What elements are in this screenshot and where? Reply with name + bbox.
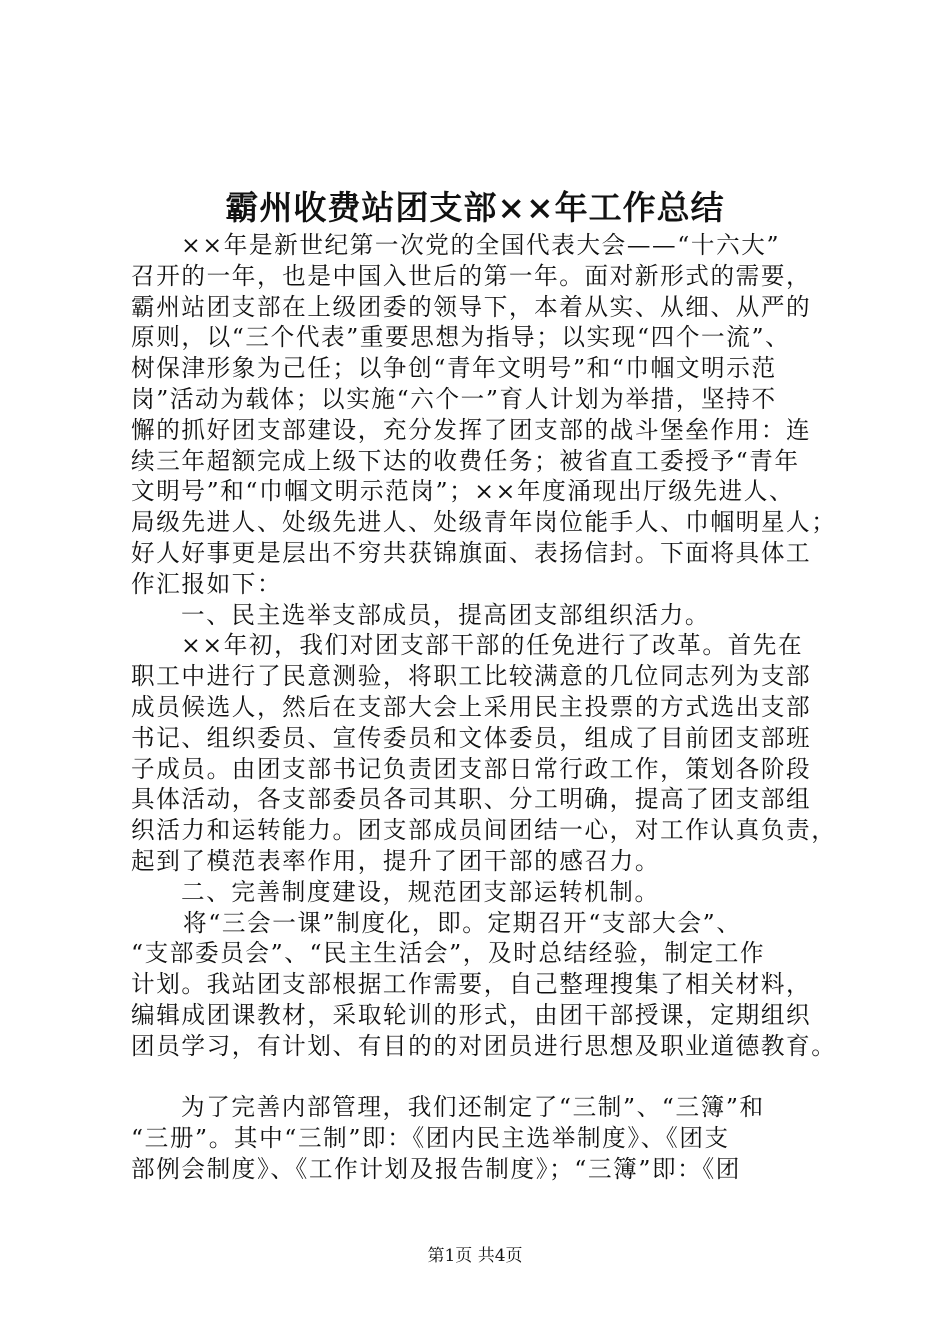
paragraph-line: 职工中进行了民意测验，将职工比较满意的几位同志列为支部 [131,662,812,691]
paragraph-line: 岗”活动为载体；以实施“六个一”育人计划为举措，坚持不 [131,384,777,413]
paragraph-line: 续三年超额完成上级下达的收费任务；被省直工委授予“青年 [131,446,800,475]
paragraph-line: 部例会制度》、《工作计划及报告制度》；“三簿”即：《团 [131,1154,741,1183]
paragraph-line: ××年是新世纪第一次党的全国代表大会——“十六大” [181,231,781,259]
paragraph-line: 具体活动，各支部委员各司其职、分工明确，提高了团支部组 [131,785,812,814]
paragraph-line: 编辑成团课教材，采取轮训的形式，由团干部授课，定期组织 [131,1000,812,1029]
paragraph-line: 局级先进人、处级先进人、处级青年岗位能手人、巾帼明星人； [131,508,837,537]
blank-line [131,1062,861,1093]
paragraph-line: 书记、组织委员、宣传委员和文体委员，组成了目前团支部班 [131,723,812,752]
section-heading: 二、完善制度建设，规范团支部运转机制。 [181,877,660,906]
paragraph-line: “三册”。其中“三制”即：《团内民主选举制度》、《团支 [131,1124,730,1153]
paragraph-line: 霸州站团支部在上级团委的领导下，本着从实、从细、从严的 [131,292,812,321]
page-footer: 第1页 共4页 [427,1246,523,1266]
paragraph-line: 懈的抓好团支部建设，充分发挥了团支部的战斗堡垒作用：连 [131,415,812,444]
paragraph-line: 召开的一年，也是中国入世后的第一年。面对新形式的需要， [131,261,812,290]
paragraph-line: 为了完善内部管理，我们还制定了“三制”、“三簿”和 [181,1093,765,1122]
paragraph-line: 成员候选人，然后在支部大会上采用民主投票的方式选出支部 [131,692,812,721]
paragraph-line: ××年初，我们对团支部干部的任免进行了改革。首先在 [181,631,804,660]
paragraph-line: 计划。我站团支部根据工作需要，自己整理搜集了相关材料， [131,970,812,999]
paragraph-line: 好人好事更是层出不穷共获锦旗面、表扬信封。下面将具体工 [131,538,812,567]
paragraph-line: 原则，以“三个代表”重要思想为指导；以实现“四个一流”、 [131,323,791,352]
paragraph-line: 文明号”和“巾帼文明示范岗”；××年度涌现出厅级先进人、 [131,477,795,506]
paragraph-line: 将“三会一课”制度化，即。定期召开“支部大会”、 [183,908,742,937]
paragraph-line: 织活力和运转能力。团支部成员间团结一心，对工作认真负责， [131,816,837,845]
document-title: 霸州收费站团支部××年工作总结 [225,188,725,227]
paragraph-line: 起到了模范表率作用，提升了团干部的感召力。 [131,846,661,875]
paragraph-line: 作汇报如下： [131,569,283,598]
document-body [131,230,861,1185]
section-heading: 一、民主选举支部成员，提高团支部组织活力。 [181,600,711,629]
paragraph-line: 子成员。由团支部书记负责团支部日常行政工作，策划各阶段 [131,754,812,783]
paragraph-line: 树保津形象为己任；以争创“青年文明号”和“巾帼文明示范 [131,354,777,383]
paragraph-line: 团员学习，有计划、有目的的对团员进行思想及职业道德教育。 [131,1031,837,1060]
paragraph-line: “支部委员会”、“民主生活会”，及时总结经验，制定工作 [131,939,766,968]
